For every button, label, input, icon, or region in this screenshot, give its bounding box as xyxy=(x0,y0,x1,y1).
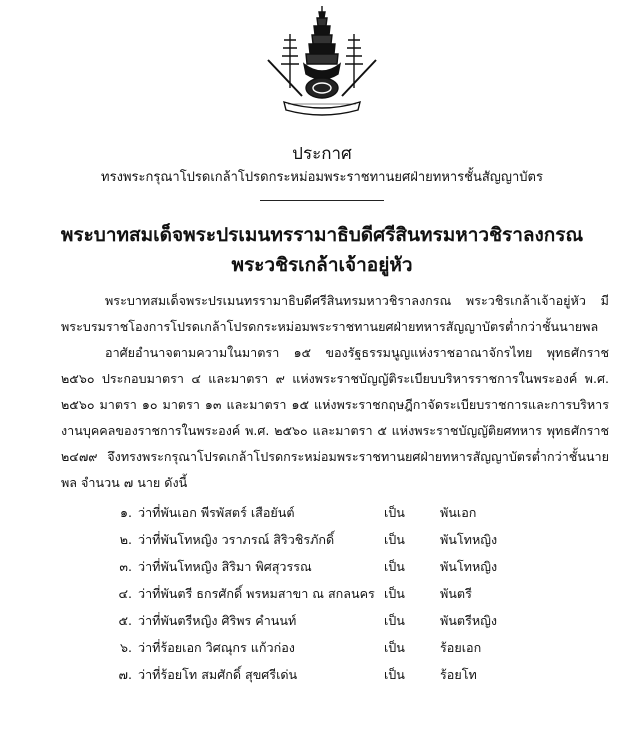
rank: พันโทหญิง xyxy=(440,559,498,574)
list-item xyxy=(110,527,610,554)
item-number: ๗. xyxy=(118,667,132,682)
person-name: ว่าที่ร้อยโท สมศักดิ์ สุขศรีเด่น xyxy=(138,667,298,682)
person-name: ว่าที่ร้อยเอก วิศณุกร แก้วก่อง xyxy=(138,640,295,655)
appointment-list xyxy=(110,500,610,689)
item-number: ๓. xyxy=(119,559,132,574)
as-label: เป็น xyxy=(384,559,405,574)
rank: ร้อยเอก xyxy=(440,640,482,655)
person-name: ว่าที่พันตรี ธกรศักดิ์ พรหมสาขา ณ สกลนคร xyxy=(138,586,375,601)
item-number: ๖. xyxy=(120,640,132,655)
paragraph-2-text: อาศัยอำนาจตามความในมาตรา ๑๕ ของรัฐธรรมนูญแห่งราชอาณาจักรไทย พุทธศักราช ๒๕๖๐ ประกอบมาตรา ๔ และมาตรา ๙ แห่งพระราชบัญญัติระเบียบบริหารราชการในพระองค์ พ.ศ. ๒๕๖๐ มาตรา ๑๐ มาตรา ๑๓ และมาตรา ๑๕ แห่งพระราชกฤษฎีกาจัดระเบียบราชการและการบริหารงานบุคคลของราชการในพระองค์ พ.ศ. ๒๕๖๐ และมาตรา ๕ แห่งพระราชบัญญัติยศทหาร พุทธศักราช ๒๔๗๙ จึงทรงพระกรุณาโปรดเกล้าโปรดกระหม่อมพระราชทานยศฝ่ายทหารสัญญาบัตรต่ำกว่าชั้นนายพล จำนวน ๗ นาย ดังนี้ xyxy=(61,345,609,490)
person-name: ว่าที่พันตรีหญิง ศิริพร คำนนท์ xyxy=(138,613,297,628)
list-item xyxy=(110,500,610,527)
paragraph-2 xyxy=(61,340,609,496)
rank: พันตรีหญิง xyxy=(440,613,498,628)
list-item xyxy=(110,662,610,689)
item-number: ๑. xyxy=(120,505,132,520)
list-item xyxy=(110,635,610,662)
as-label: เป็น xyxy=(384,505,405,520)
person-name: ว่าที่พันเอก พีรพัสตร์ เสือยันต์ xyxy=(138,505,295,520)
item-number: ๕. xyxy=(118,613,132,628)
item-number: ๒. xyxy=(119,532,132,547)
as-label: เป็น xyxy=(384,532,405,547)
divider xyxy=(260,200,384,201)
as-label: เป็น xyxy=(384,640,405,655)
list-item xyxy=(110,554,610,581)
announcement-title: ประกาศ xyxy=(292,144,352,164)
king-title-line1: พระบาทสมเด็จพระปรเมนทรรามาธิบดีศรีสินทรมหาวชิราลงกรณ xyxy=(60,224,584,246)
announcement-subtitle: ทรงพระกรุณาโปรดเกล้าโปรดกระหม่อมพระราชทานยศฝ่ายทหารชั้นสัญญาบัตร xyxy=(101,170,543,185)
as-label: เป็น xyxy=(384,667,405,682)
as-label: เป็น xyxy=(384,613,405,628)
rank: ร้อยโท xyxy=(440,667,477,682)
person-name: ว่าที่พันโทหญิง วราภรณ์ สิริวชิรภักดิ์ xyxy=(138,532,335,547)
royal-emblem-icon xyxy=(262,4,382,116)
paragraph-1 xyxy=(61,288,609,340)
rank: พันตรี xyxy=(440,586,472,601)
rank: พันโทหญิง xyxy=(440,532,498,547)
as-label: เป็น xyxy=(384,586,405,601)
list-item xyxy=(110,608,610,635)
king-title-line2: พระวชิรเกล้าเจ้าอยู่หัว xyxy=(231,254,413,276)
item-number: ๔. xyxy=(118,586,132,601)
rank: พันเอก xyxy=(440,505,477,520)
paragraph-1-text: พระบาทสมเด็จพระปรเมนทรรามาธิบดีศรีสินทรมหาวชิราลงกรณ พระวชิรเกล้าเจ้าอยู่หัว มีพระบรมราชโองการโปรดเกล้าโปรดกระหม่อมพระราชทานยศฝ่ายทหารสัญญาบัตรต่ำกว่าชั้นนายพล xyxy=(61,293,609,334)
person-name: ว่าที่พันโทหญิง สิริมา พิศสุวรรณ xyxy=(138,559,312,574)
list-item xyxy=(110,581,610,608)
